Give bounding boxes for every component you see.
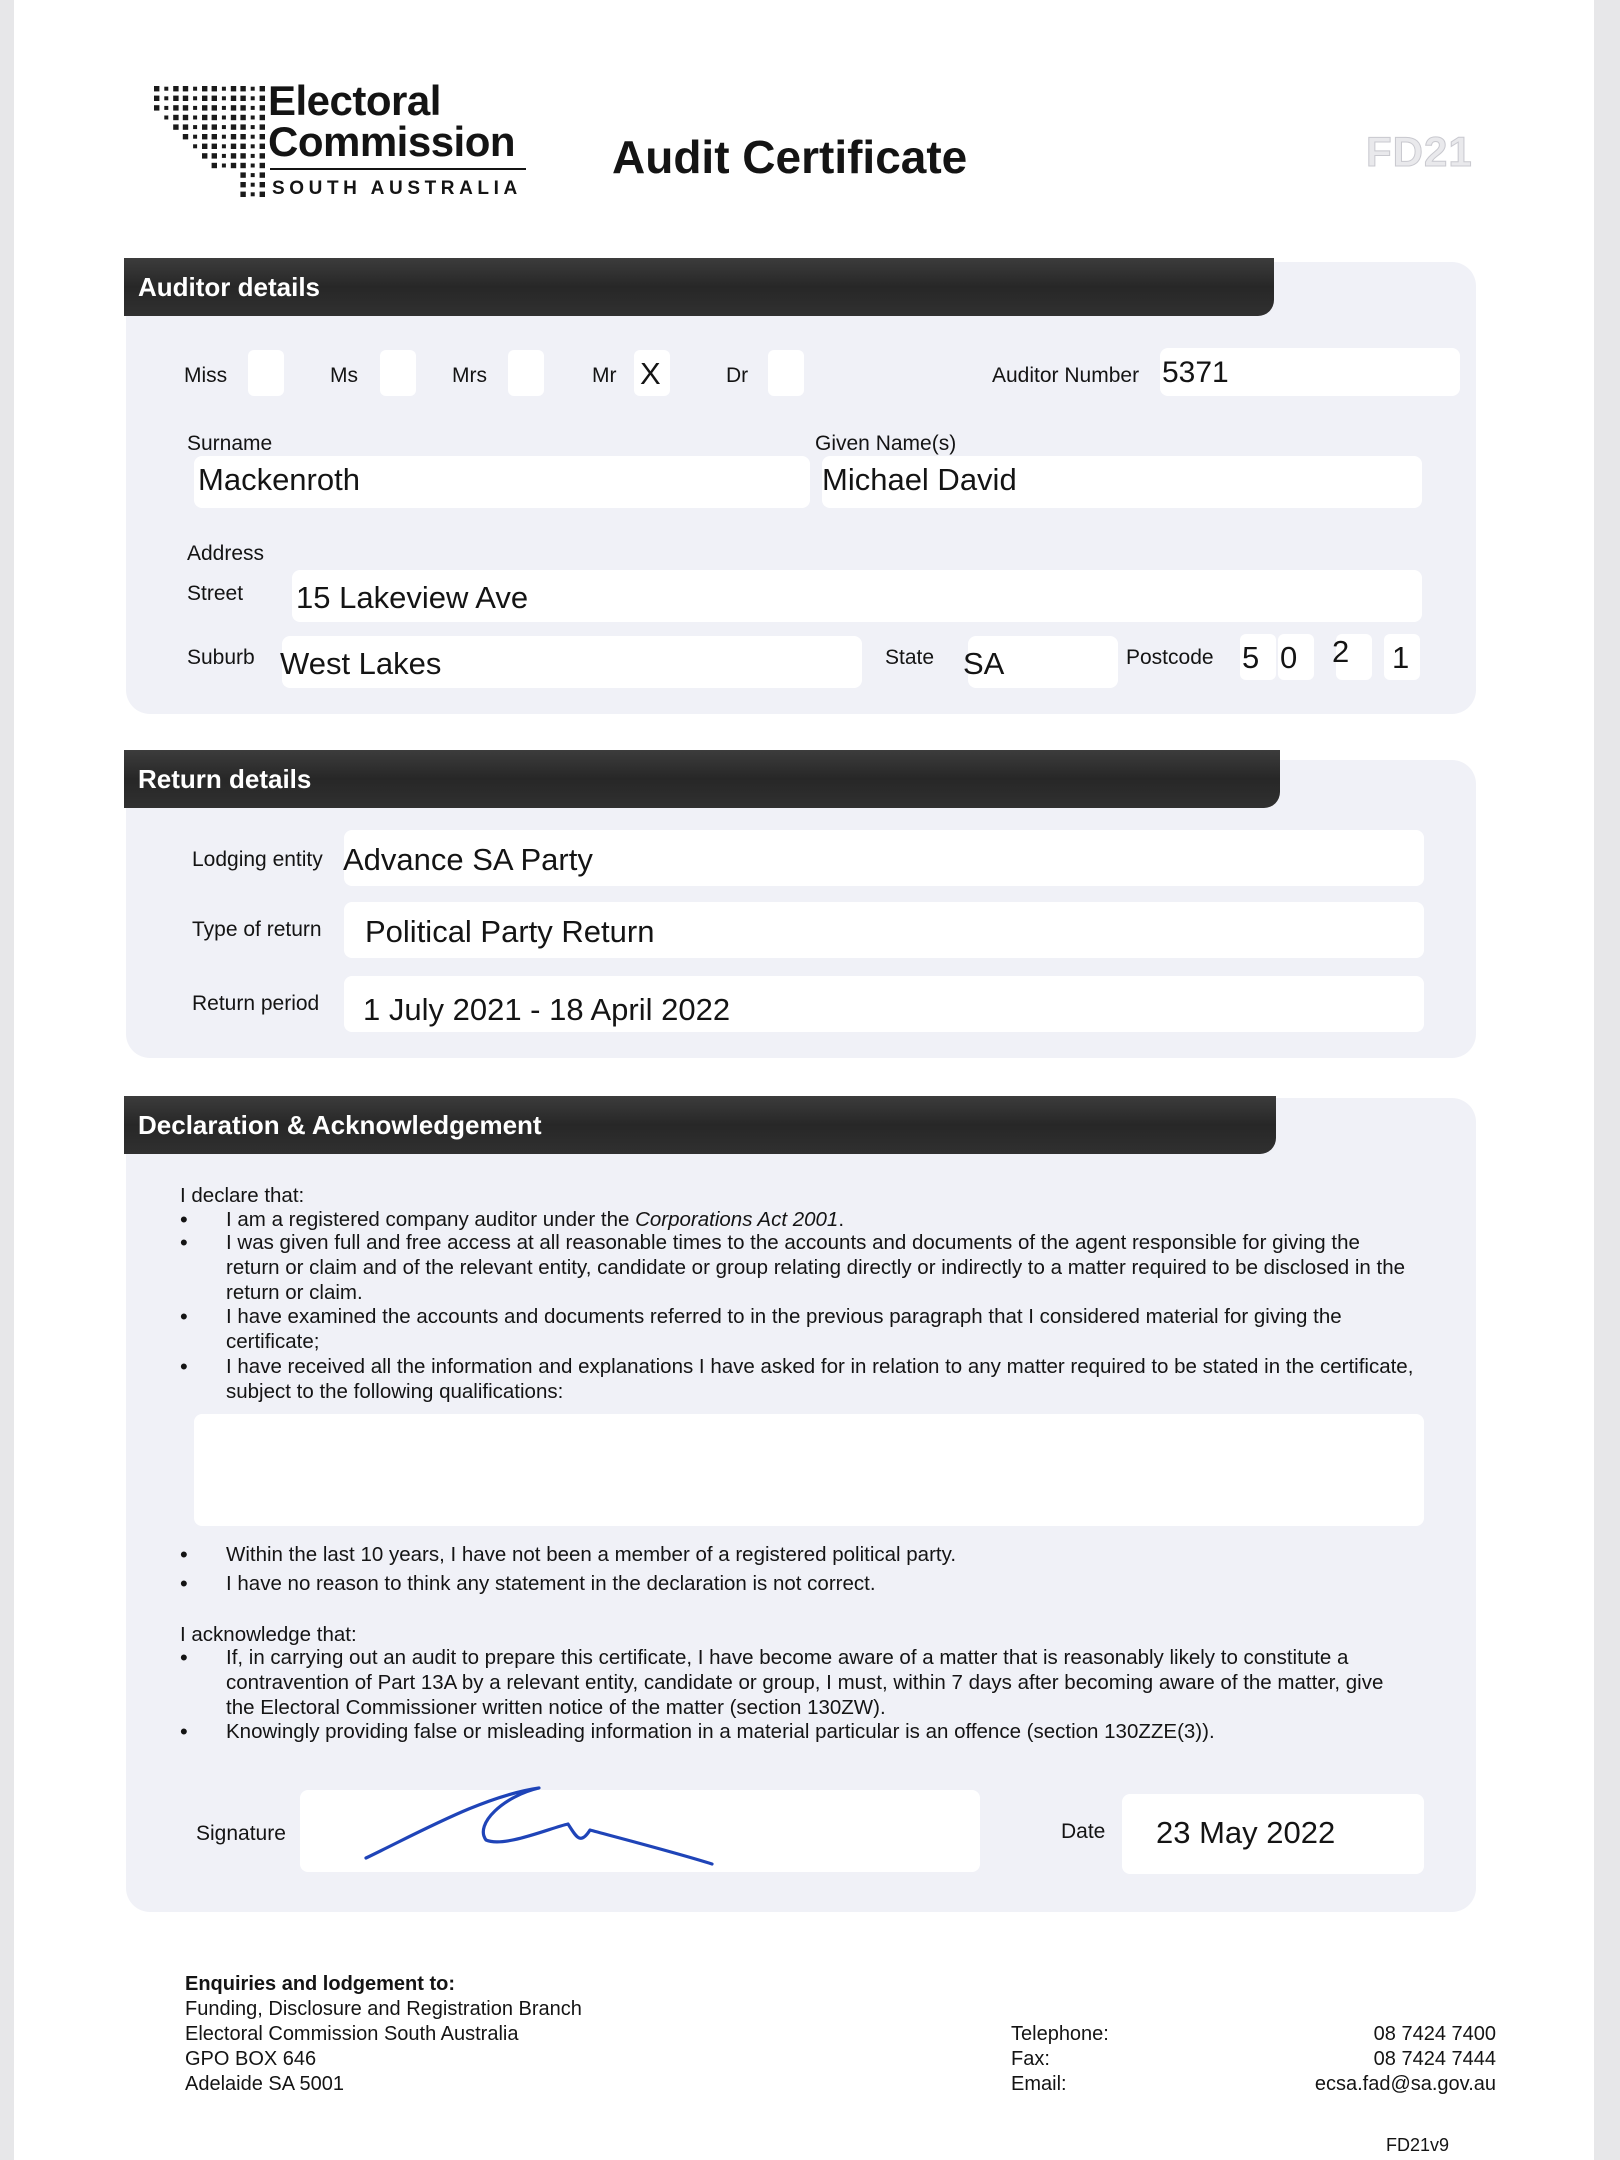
logo-rule — [270, 168, 526, 170]
type-of-return-label: Type of return — [192, 918, 322, 941]
enquiries-heading: Enquiries and lodgement to: — [185, 1973, 456, 1995]
title-dr-checkbox[interactable] — [768, 350, 804, 396]
title-miss-label: Miss — [184, 364, 228, 387]
title-ms-checkbox[interactable] — [380, 350, 416, 396]
qualifications-field[interactable] — [194, 1414, 1424, 1526]
audit-certificate-page: Electoral Commission SOUTH AUSTRALIA Audit Certificate FD21 Auditor details Miss Ms Mrs Mr X Dr Auditor Number 5371 Surname Mackenroth Given Name(s) Michael David Address Street 15 Lakeview Ave Suburb West Lakes State SA Postcode 5 0 2 1 Return details Lodging entity Advance SA Party Type of return Political Party Return Return period 1 July 2021 - 18 April 2022 Declaration & Acknowledgement I declare that: • I am a registered company auditor under the Corporations Act 2001. • I was given full and free access at all reasonable times to the accounts and documents of the agent responsible for giving the return or claim and of the relevant entity, candidate or group relating directly or indirectly to a matter required to be disclosed in the return or claim. • I have examined the accounts and documents referred to in the previous paragraph that I considered material for giving the certificate; • I have received all the information and explanations I have asked for in relation to any matter required to be stated in the certificate, subject to the following qualifications: • Within the last 10 years, I have not been a member of a registered political party. • I have no reason to think any statement in the declaration is not correct. I acknowledge that: • If, in carrying out an audit to prepare this certificate, I have become aware of a matter that is reasonably likely to constitute a contravention of Part 13A by a relevant entity, candidate or group, I must, within 7 days after becoming aware of the matter, give the Electoral Commissioner written notice of the matter (section 130ZW). • Knowingly providing false or misleading information in a material particular is an offence (section 130ZZE(3)). Signature Date 23 May 2022 Enquiries and lodgement to: Funding, Disclosure and Registration Branch Electoral Commission South Australia GPO BOX 646 Adelaide SA 5001 Telephone: Fax: Email: 08 7424 7400 08 7424 7444 ecsa.fad@sa.gov.au FD21v9 — [14, 0, 1594, 2160]
street-label: Street — [187, 582, 244, 605]
form-code: FD21 — [1366, 128, 1473, 175]
signature-label: Signature — [196, 1822, 286, 1845]
logo-subtitle: SOUTH AUSTRALIA — [272, 178, 522, 199]
title-mrs-checkbox[interactable] — [508, 350, 544, 396]
state-value: SA — [963, 646, 1005, 681]
postcode-digit-1: 5 — [1242, 640, 1260, 675]
footer-address-line-2: Electoral Commission South Australia — [185, 2023, 519, 2045]
title-mr-checkbox[interactable] — [634, 350, 670, 396]
postcode-digit-3: 2 — [1332, 634, 1350, 669]
suburb-label: Suburb — [187, 646, 255, 669]
return-period-value: 1 July 2021 - 18 April 2022 — [363, 992, 731, 1027]
document-title: Audit Certificate — [612, 131, 968, 183]
return-period-label: Return period — [192, 992, 320, 1015]
auditor-number-value: 5371 — [1162, 356, 1229, 389]
postcode-digit-4: 1 — [1392, 640, 1410, 675]
fax-value: 08 7424 7444 — [1373, 2048, 1496, 2070]
footer-address-line-4: Adelaide SA 5001 — [185, 2073, 345, 2095]
street-value: 15 Lakeview Ave — [296, 580, 529, 615]
bullet-glyph: • — [180, 1207, 188, 1232]
date-label: Date — [1061, 1820, 1106, 1843]
state-label: State — [885, 646, 935, 669]
address-label: Address — [187, 542, 265, 565]
logo-line-1: Electoral — [268, 77, 441, 124]
logo-wordmark — [268, 77, 516, 165]
type-of-return-value: Political Party Return — [365, 914, 655, 949]
title-mr-label: Mr — [592, 364, 617, 387]
email-value[interactable]: ecsa.fad@sa.gov.au — [1314, 2073, 1496, 2095]
corporations-act-title: Corporations Act 2001 — [635, 1208, 839, 1231]
footer-address-line-1: Funding, Disclosure and Registration Branch — [185, 1998, 582, 2020]
logo-line-2: Commission — [268, 118, 516, 165]
telephone-value: 08 7424 7400 — [1373, 2023, 1496, 2045]
return-details-heading: Return details — [124, 750, 1280, 808]
suburb-value: West Lakes — [280, 646, 442, 681]
date-value: 23 May 2022 — [1156, 1815, 1336, 1850]
footer-address-line-3: GPO BOX 646 — [185, 2048, 317, 2070]
declaration-intro: I declare that: — [180, 1184, 305, 1207]
title-mrs-label: Mrs — [452, 364, 487, 387]
lodging-entity-value: Advance SA Party — [343, 842, 593, 877]
title-dr-label: Dr — [726, 364, 749, 387]
email-label: Email: — [1011, 2073, 1067, 2095]
title-mr-mark: X — [640, 356, 661, 391]
telephone-label: Telephone: — [1011, 2023, 1109, 2045]
declaration-heading: Declaration & Acknowledgement — [124, 1096, 1276, 1154]
acknowledge-intro: I acknowledge that: — [180, 1623, 357, 1646]
signature-scribble-icon — [354, 1784, 724, 1874]
auditor-details-heading: Auditor details — [124, 258, 1274, 316]
postcode-digit-2: 0 — [1280, 640, 1298, 675]
surname-value: Mackenroth — [198, 462, 360, 497]
title-ms-label: Ms — [330, 364, 358, 387]
fax-label: Fax: — [1011, 2048, 1050, 2070]
given-names-label: Given Name(s) — [815, 432, 957, 455]
lodging-entity-label: Lodging entity — [192, 848, 323, 871]
ecsa-logo-dots-icon — [154, 86, 274, 200]
surname-label: Surname — [187, 432, 273, 455]
postcode-label: Postcode — [1126, 646, 1214, 669]
form-version: FD21v9 — [1386, 2135, 1450, 2155]
title-miss-checkbox[interactable] — [248, 350, 284, 396]
given-names-value: Michael David — [822, 462, 1017, 497]
auditor-number-label: Auditor Number — [992, 364, 1140, 387]
